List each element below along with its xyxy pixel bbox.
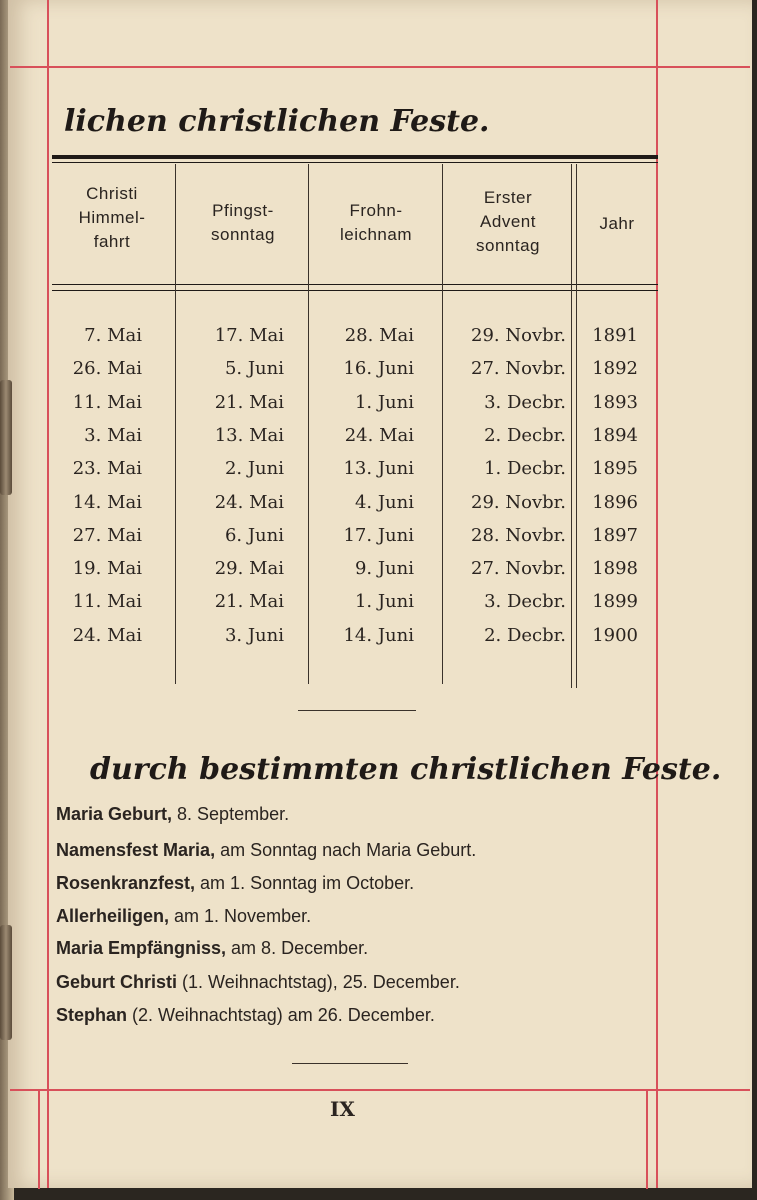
table-cell-year: 1897 [592, 524, 638, 546]
col-divider-1 [175, 164, 176, 684]
table-cell-year: 1895 [592, 458, 638, 480]
red-rule-right-inner [656, 0, 658, 1188]
table-cell: 23. Mai [72, 458, 142, 480]
feast-date: am 1. November. [169, 906, 312, 926]
feast-name: Stephan [56, 1005, 128, 1025]
red-rule-top [10, 66, 750, 68]
table-cell: 4. Juni [354, 491, 414, 513]
table-cell: 28. Novbr. [471, 524, 566, 546]
table-cell: 29. Novbr. [471, 491, 566, 513]
table-cell: 3. Juni [224, 624, 284, 646]
feast-date: am 8. December. [226, 938, 369, 958]
table-cell: 2. Decbr. [484, 424, 566, 446]
col-header-line: sonntag [476, 236, 540, 255]
col-header-line: leichnam [339, 225, 413, 244]
red-rule-left [47, 0, 49, 1188]
feast-name: Maria Geburt, [56, 804, 173, 824]
feast-name: Geburt Christi [56, 972, 178, 992]
col-header-line: Advent [480, 212, 536, 231]
table-cell: 1. Decbr. [484, 458, 566, 480]
table-top-rule [52, 155, 658, 159]
table-cell: 27. Mai [72, 524, 142, 546]
table-cell: 29. Novbr. [471, 325, 566, 346]
table-top-rule-thin [52, 162, 658, 163]
table-cell: 24. Mai [344, 424, 414, 446]
feast-date: 8. September. [172, 804, 290, 824]
table-cell: 11. Mai [72, 391, 142, 413]
table-cell: 7. Mai [84, 325, 142, 346]
table-cell-year: 1894 [592, 424, 638, 446]
table-cell-year: 1899 [592, 591, 638, 613]
table-cell: 24. Mai [214, 491, 284, 513]
table-cell: 11. Mai [72, 591, 142, 613]
col-header-christi-himmelfahrt [52, 182, 172, 254]
table-cell: 24. Mai [72, 624, 142, 646]
table-cell: 1. Juni [354, 591, 414, 613]
table-cell: 13. Mai [214, 424, 284, 446]
table-cell-year: 1891 [592, 325, 638, 346]
table-cell-year: 1893 [592, 391, 638, 413]
table-header-rule [52, 284, 658, 285]
table-header-rule-2 [52, 290, 658, 291]
list-item [56, 838, 476, 862]
table-cell: 19. Mai [72, 558, 142, 580]
list-item [56, 936, 368, 960]
table-cell: 9. Juni [354, 558, 414, 580]
col-header-erster-adventsonntag [444, 186, 572, 258]
list-item [56, 1003, 435, 1027]
feast-date: am 1. Sonntag im October. [195, 873, 415, 893]
feast-name: Namensfest Maria, [56, 840, 216, 860]
table-cell: 2. Juni [224, 458, 284, 480]
feast-date: (1. Weihnachtstag), 25. December. [177, 972, 460, 992]
table-cell: 3. Decbr. [484, 391, 566, 413]
table-cell: 5. Juni [224, 358, 284, 380]
red-rule-right-outer [646, 1089, 648, 1189]
feast-date: am Sonntag nach Maria Geburt. [215, 840, 477, 860]
table-cell: 3. Mai [84, 424, 142, 446]
separator-rule-top [298, 710, 416, 711]
col-divider-2 [308, 164, 309, 684]
col-header-line: Christi [86, 184, 138, 203]
list-item [56, 871, 414, 895]
table-cell: 2. Decbr. [484, 624, 566, 646]
feast-name: Rosenkranzfest, [56, 873, 196, 893]
separator-rule-bottom [292, 1063, 408, 1064]
feast-name: Maria Empfängniss, [56, 938, 227, 958]
list-item [56, 970, 460, 994]
table-cell: 21. Mai [214, 591, 284, 613]
table-cell-year: 1892 [592, 358, 638, 380]
col-divider-4b [576, 164, 577, 688]
page-number: IX [330, 1097, 355, 1121]
col-header-line: sonntag [211, 225, 275, 244]
col-header-frohnleichnam [310, 199, 442, 247]
binding-clip-top [0, 380, 12, 495]
col-header-line: Pfingst- [212, 201, 274, 220]
col-header-pfingstsonntag [178, 199, 308, 247]
table-cell: 13. Juni [343, 458, 414, 480]
table-cell: 27. Novbr. [471, 358, 566, 380]
table-cell: 17. Juni [343, 524, 414, 546]
table-cell: 16. Juni [343, 358, 414, 380]
binding-clip-bottom [0, 925, 12, 1040]
heading-bottom: durch bestimmten christlichen Feste. [90, 752, 722, 787]
red-rule-bottom [10, 1089, 750, 1091]
feast-name: Allerheiligen, [56, 906, 170, 926]
table-cell: 28. Mai [344, 325, 414, 346]
table-cell-year: 1896 [592, 491, 638, 513]
list-item [56, 802, 289, 826]
table-cell: 21. Mai [214, 391, 284, 413]
table-cell: 17. Mai [214, 325, 284, 346]
table-cell: 26. Mai [72, 358, 142, 380]
table-cell-year: 1900 [592, 624, 638, 646]
table-cell: 29. Mai [214, 558, 284, 580]
table-cell: 14. Juni [343, 624, 414, 646]
list-item [56, 904, 311, 928]
heading-top: lichen christlichen Feste. [64, 104, 490, 139]
col-header-line: Himmel- [78, 208, 146, 227]
col-header-line: Frohn- [349, 201, 403, 220]
table-cell: 1. Juni [354, 391, 414, 413]
table-cell: 6. Juni [224, 524, 284, 546]
table-cell: 3. Decbr. [484, 591, 566, 613]
col-header-line: Jahr [599, 214, 635, 233]
col-divider-3 [442, 164, 443, 684]
col-header-line: Erster [483, 188, 533, 207]
col-header-line: fahrt [93, 232, 131, 251]
table-cell-year: 1898 [592, 558, 638, 580]
table-cell: 27. Novbr. [471, 558, 566, 580]
red-rule-left-outer [38, 1089, 40, 1189]
table-cell: 14. Mai [72, 491, 142, 513]
feast-date: (2. Weihnachtstag) am 26. December. [127, 1005, 435, 1025]
col-header-jahr [578, 212, 656, 236]
